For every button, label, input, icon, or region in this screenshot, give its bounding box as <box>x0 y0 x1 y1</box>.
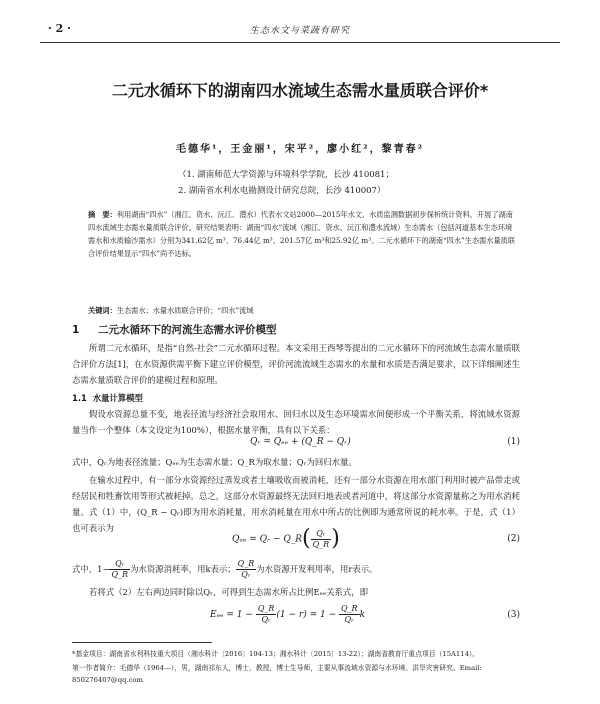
footnote-author: 第一作者简介：毛德华（1964—），男，湖南祁东人，博士，教授，博士生导师，主要从事流域水资源与水环境、洪旱灾害研究。Email: 850276407@qq.com <box>72 664 482 684</box>
fraction-numerator: Q_R <box>237 559 255 568</box>
equation-2-fraction <box>311 529 332 550</box>
subsection-1-1-heading <box>72 392 143 404</box>
subsection-number: 1.1 <box>72 393 87 403</box>
paragraph-4: 在输水过程中，有一部分水资源经过蒸发或者土壤吸收而被消耗，还有一部分水资源在用水部门利用时被产品带走或经居民和牲畜饮用等形式被耗掉。总之，这部分水资源最终无法回归地表或者河道中，将这部分水资源量称之为用水消耗量。式（1）中，(Q_R − Qᵣ)即为用水消耗量，用水消耗量在用水中所占的比例即为通常所说的耗水率。于是，式（1）也可表示为 <box>72 475 520 533</box>
equation-1-expr: Qᵣ = Qₑₑ + (Q_R − Qᵣ) <box>250 437 351 447</box>
section-number: 1 <box>72 324 80 336</box>
para5-part-b: 为水资源消耗率，用k表示； <box>130 564 236 574</box>
fraction-numerator: Qᵣ <box>109 559 130 570</box>
fraction-denominator: Qᵣ <box>344 615 354 624</box>
subsection-title: 水量计算模型 <box>92 393 143 403</box>
abstract-text: 利用湖南“四水”（湘江、资水、沅江、澧水）代表水文站2000—2015年水文、水质监测数据初步探析统计资料，开展了湖南四水流域生态需水量质联合评价。研究结果表明：湖南“四水”流域（湘江、资水、沅江和澧水流域）生态需水（包括河道基本生态环境需水和水质输沙需水）分别为341.62亿 m³、76.44亿 m³、201.57亿 m³和25.92亿 m³。二元水循环下的湖南“四水”生态需水量质联合评价结果显示“四水”尚不达标。 <box>88 210 516 258</box>
para5-part-a: 式中，1− <box>72 564 110 574</box>
equation-3 <box>0 602 600 630</box>
keywords-text: 生态需水；水量水质联合评价；“四水”流域 <box>116 306 254 315</box>
keywords <box>88 306 518 316</box>
affiliation-2: 2. 湖南省水利水电勘测设计研究总院，长沙 410007） <box>178 186 386 196</box>
fraction-denominator: Qᵣ <box>241 570 251 579</box>
journal-name: 生态水文与菜蔬有研究 <box>249 26 350 36</box>
paragraph-6: 若将式（2）左右两边同时除以Qᵣ，可得到生态需水所占比例Eₑₑ关系式，即 <box>89 587 368 597</box>
section-1-heading <box>72 322 277 337</box>
fraction-denominator: Q_R <box>312 539 330 549</box>
section-title: 二元水循环下的河流生态需水评价模型 <box>98 324 277 336</box>
fraction-numerator: Q_R <box>341 604 358 613</box>
equation-3-mid: (1 − r) = 1 − <box>276 610 337 620</box>
page-header <box>40 20 560 43</box>
equation-3-lhs: Eₑₑ = 1 − <box>210 610 253 620</box>
abstract <box>88 208 518 260</box>
affiliation-1: （1. 湖南师范大学资源与环境科学学院，长沙 410081； <box>178 170 394 180</box>
fraction-denominator: Qᵣ <box>261 615 271 624</box>
fraction-denominator: Q_R <box>111 570 129 579</box>
equation-3-fraction-1 <box>256 604 277 625</box>
paragraph-1: 所谓二元水循环，是指“自然-社会”二元水循环过程。本文采用王西琴等提出的二元水循环下的河流域生态需水量质联合评价方法[1]，在水资源供需平衡下建立评价模型，评价河流流域生态需水的水量和水质是否满足要求，以下详细阐述生态需水量质联合评价的建模过程和原理。 <box>72 343 520 385</box>
page-number: · 2 · <box>48 22 71 35</box>
keywords-label: 关键词： <box>88 306 117 315</box>
fraction-numerator: Q_R <box>257 604 275 613</box>
fraction-numerator: Qᵣ <box>311 529 332 540</box>
paragraph-5 <box>72 558 520 580</box>
equation-2-number: (2) <box>507 534 520 544</box>
consumption-fraction <box>109 559 130 580</box>
footnote-funding: *基金项目：湖南省水利科技重大项目（湘水科计〔2016〕194-13；湘水科计〔2015〕13-22）；湖南省教育厅重点项目（15A114）。 <box>72 650 480 658</box>
equation-1-number: (1) <box>507 437 520 447</box>
para5-part-c: 为水资源开发利用率，用r表示。 <box>256 564 378 574</box>
equation-3-tail: k <box>359 610 366 620</box>
paragraph-2: 假设水资源总量不变，地表径流与经济社会取用水、回归水以及生态环境需水间便形成一个平衡关系，将流域水资源量当作一个整体（本文设定为100%），根据水量平衡，具有以下关系： <box>72 409 520 435</box>
paper-title: 二元水循环下的湖南四水流域生态需水量质联合评价* <box>111 81 489 100</box>
equation-3-fraction-2 <box>339 604 360 625</box>
authors: 毛德华¹，王金丽¹，宋平²，廖小红²，黎青春² <box>176 144 424 155</box>
equation-2: Qₑₑ = Qᵣ − Q_R( $\frac{\text{Qᵣ}}{Q\_R}$ ) (2) <box>232 526 520 551</box>
abstract-label: 摘 要： <box>88 210 117 219</box>
equation-1 <box>0 437 600 453</box>
equation-2-lhs: Qₑₑ = Qᵣ − Q_R <box>232 534 303 545</box>
utilization-fraction <box>236 559 257 580</box>
footnote-divider <box>72 642 212 643</box>
equation-3-number: (3) <box>507 610 520 620</box>
paragraph-3: 式中，Qᵣ为地表径流量；Qₑₑ为生态需水量；Q_R为取水量；Qᵣ为回归水量。 <box>72 457 357 467</box>
